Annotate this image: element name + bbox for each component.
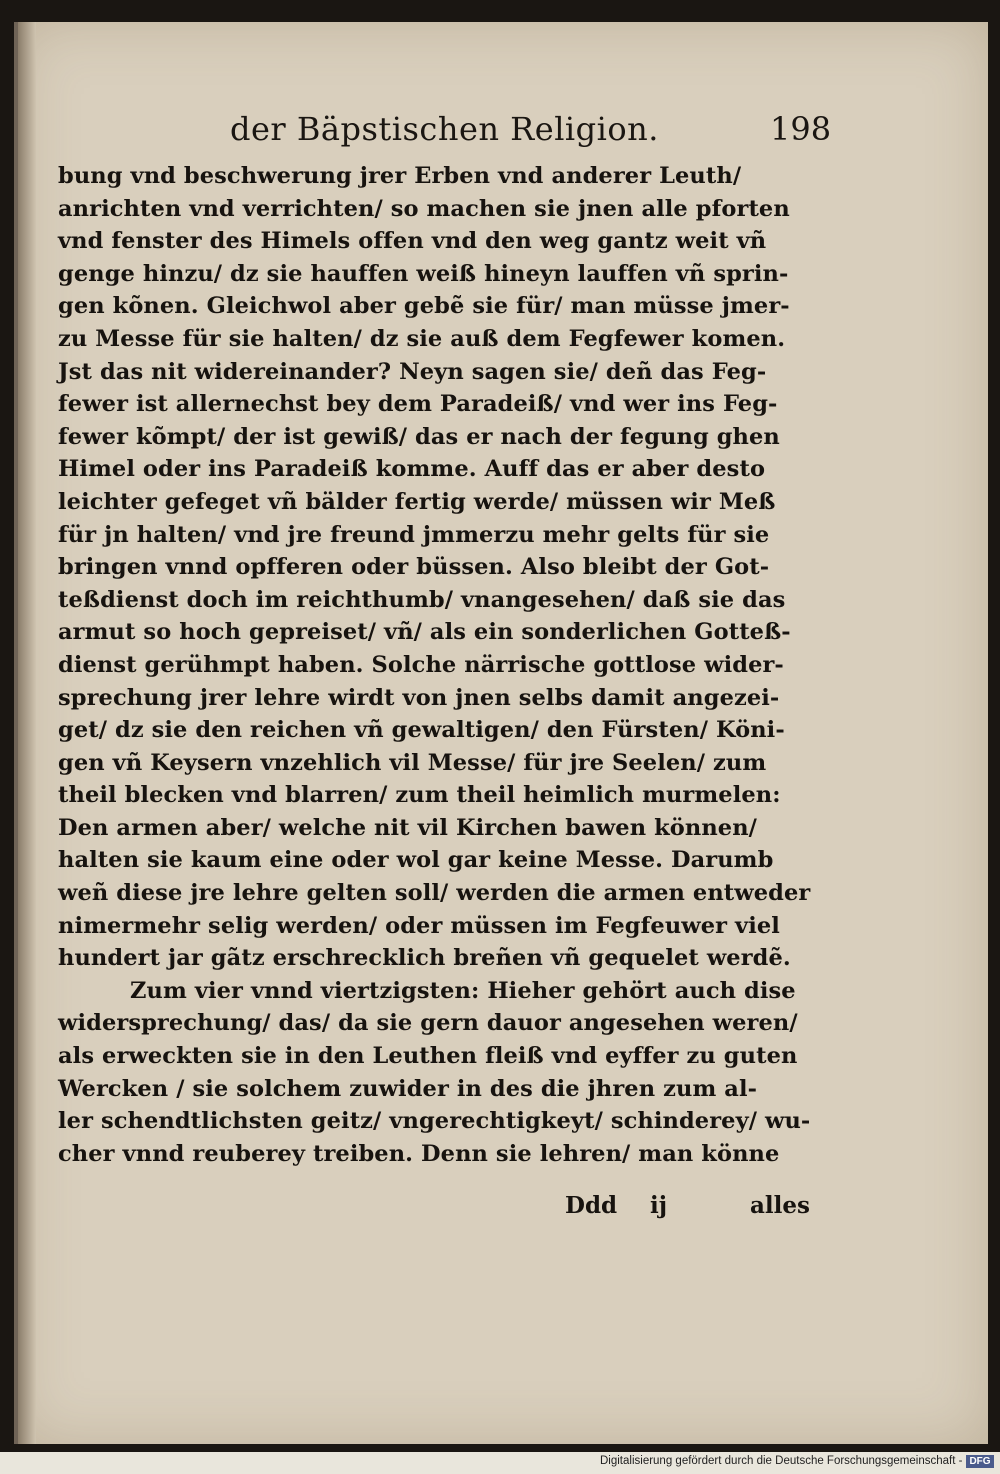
text-line: Himel oder ins Paradeiß komme. Auff das er aber desto [58,456,766,483]
text-line: ler schendtlichsten geitz/ vngerechtigkeyt/ schinderey/ wu- [58,1108,811,1135]
text-line: gen kõnen. Gleichwol aber gebẽ sie für/ man müsse jmer- [58,293,790,320]
text-line: weñ diese jre lehre gelten soll/ werden die armen entweder [58,880,811,907]
text-line: fewer ist allernechst bey dem Paradeiß/ vnd wer ins Feg- [58,391,778,418]
text-line: für jn halten/ vnd jre freund jmmerzu mehr gelts für sie [58,521,770,548]
text-line: nimermehr selig werden/ oder müssen im Fegfeuwer viel [58,912,780,939]
text-line: hundert jar gãtz erschrecklich breñen vñ gequelet werdẽ. [58,945,791,972]
text-line: genge hinzu/ dz sie hauffen weiß hineyn lauffen vñ sprin- [58,260,789,287]
catchline [565,1192,825,1224]
text-line: leichter gefeget vñ bälder fertig werde/ müssen wir Meß [58,488,776,515]
text-line: armut so hoch gepreiset/ vñ/ als ein sonderlichen Gotteß- [58,619,791,646]
credit-text: Digitalisierung gefördert durch die Deutsche Forschungsgemeinschaft - [600,1455,963,1467]
text-line: fewer kõmpt/ der ist gewiß/ das er nach der fegung ghen [58,423,780,450]
text-line: anrichten vnd verrichten/ so machen sie jnen alle pforten [58,195,790,222]
body-text [58,160,818,1170]
text-line: teßdienst doch im reichthumb/ vnangesehen/ daß sie das [58,586,786,613]
text-line: theil blecken vnd blarren/ zum theil heimlich murmelen: [58,782,781,809]
page-gutter-edge [18,22,36,1444]
paragraph-start-line: Zum vier vnnd viertzigsten: Hieher gehört auch dise [130,977,796,1004]
text-line: get/ dz sie den reichen vñ gewaltigen/ den Fürsten/ Köni- [58,717,785,744]
text-line: zu Messe für sie halten/ dz sie auß dem Fegfewer komen. [58,325,786,352]
text-line: Jst das nit widereinander? Neyn sagen sie/ deñ das Feg- [58,358,767,385]
text-line: Wercken / sie solchem zuwider in des die jhren zum al- [58,1075,758,1102]
signature-number: ij [650,1192,668,1219]
text-line: bringen vnnd opfferen oder büssen. Also bleibt der Got- [58,554,770,581]
running-head: der Bäpstischen Religion. [230,110,659,148]
text-line: als erweckten sie in den Leuthen fleiß vnd eyffer zu guten [58,1043,798,1070]
text-line: cher vnnd reuberey treiben. Denn sie lehren/ man könne [58,1140,780,1167]
text-line: gen vñ Keysern vnzehlich vil Messe/ für jre Seelen/ zum [58,749,767,776]
text-line: halten sie kaum eine oder wol gar keine Messe. Darumb [58,847,774,874]
page-number: 198 [770,110,832,148]
catchword: alles [750,1192,810,1219]
digitization-credit [600,1455,994,1468]
text-line: sprechung jrer lehre wirdt von jnen selbs damit angezei- [58,684,780,711]
dfg-logo: DFG [966,1455,993,1468]
text-line: vnd fenster des Himels offen vnd den weg gantz weit vñ [58,228,767,255]
text-line: dienst gerühmpt haben. Solche närrische gottlose wider- [58,651,784,678]
text-line: widersprechung/ das/ da sie gern dauor angesehen weren/ [58,1010,798,1037]
text-line: bung vnd beschwerung jrer Erben vnd anderer Leuth/ [58,163,742,189]
text-line: Den armen aber/ welche nit vil Kirchen bawen können/ [58,814,757,841]
signature-mark: Ddd [565,1192,618,1219]
